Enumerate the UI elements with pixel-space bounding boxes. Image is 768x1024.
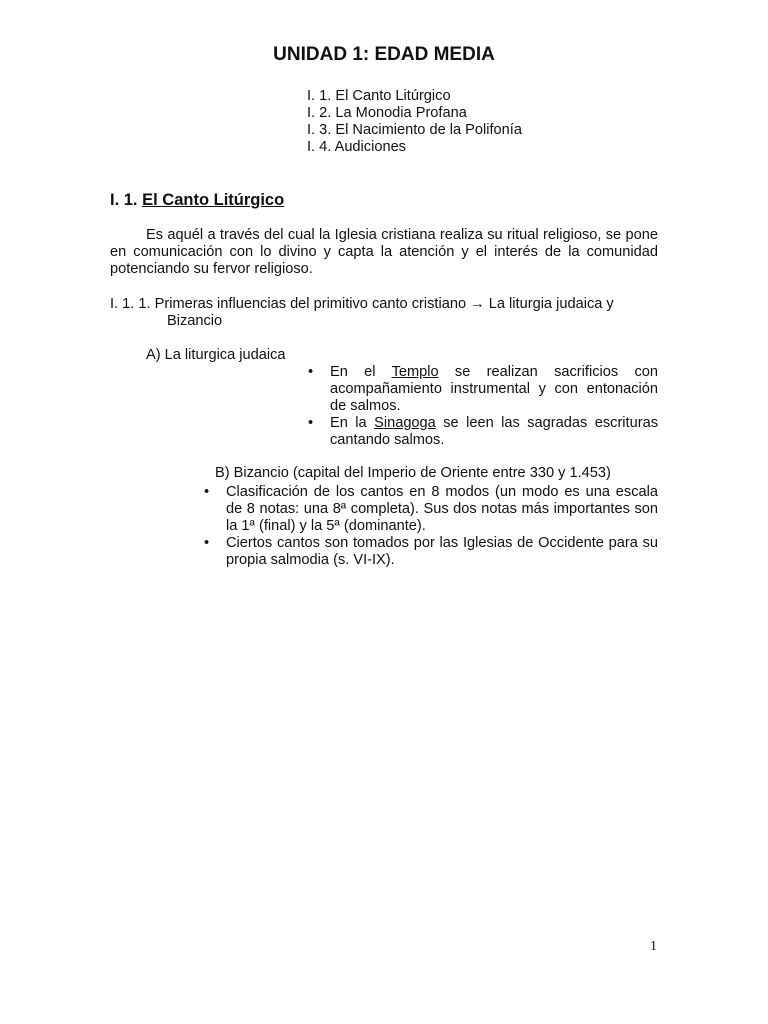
- list-item: • Clasificación de los cantos en 8 modos (un modo es una escala de 8 notas: una 8ª completa). Sus dos notas más importantes son la 1ª (final) y la 5ª (dominante).: [204, 484, 658, 534]
- section-heading: [110, 190, 284, 210]
- list-item: • En el Templo se realizan sacrificios con acompañamiento instrumental y con entonación de salmos.: [308, 364, 658, 414]
- bullet-icon: •: [204, 535, 210, 551]
- list-item: • En la Sinagoga se leen las sagradas escrituras cantando salmos.: [308, 415, 658, 448]
- term-templo: Templo: [391, 364, 439, 380]
- list-item: • Ciertos cantos son tomados por las Iglesias de Occidente para su propia salmodia (s. VI-IX).: [204, 535, 658, 568]
- bullet-icon: •: [204, 484, 210, 500]
- subsection-line: Bizancio: [167, 313, 223, 329]
- toc-item: I. 1. El Canto Litúrgico: [307, 88, 451, 104]
- toc-item: I. 3. El Nacimiento de la Polifonía: [307, 122, 522, 138]
- term-sinagoga: Sinagoga: [374, 415, 436, 431]
- subsection-heading: [110, 296, 660, 330]
- document-title: UNIDAD 1: EDAD MEDIA: [273, 44, 495, 65]
- subsection-line: I. 1. 1. Primeras influencias del primitivo canto cristiano → La liturgia judaica y: [110, 296, 614, 312]
- part-a-list: [308, 364, 658, 449]
- toc-item: I. 2. La Monodia Profana: [307, 105, 467, 121]
- toc-item: I. 4. Audiciones: [307, 139, 406, 155]
- part-b-heading: B) Bizancio (capital del Imperio de Oriente entre 330 y 1.453): [215, 465, 611, 481]
- table-of-contents: [307, 88, 522, 156]
- bullet-icon: •: [308, 364, 314, 380]
- section-title: El Canto Litúrgico: [142, 191, 285, 209]
- section-number: I. 1.: [110, 191, 143, 209]
- part-a-heading: A) La liturgica judaica: [146, 347, 286, 363]
- page-number: 1: [650, 939, 657, 954]
- intro-paragraph: Es aquél a través del cual la Iglesia cristiana realiza su ritual religioso, se pone en comunicación con lo divino y capta la atención y el interés de la comunidad potenciando su fervor religioso.: [110, 227, 658, 277]
- part-b-list: [204, 484, 658, 569]
- bullet-icon: •: [308, 415, 314, 431]
